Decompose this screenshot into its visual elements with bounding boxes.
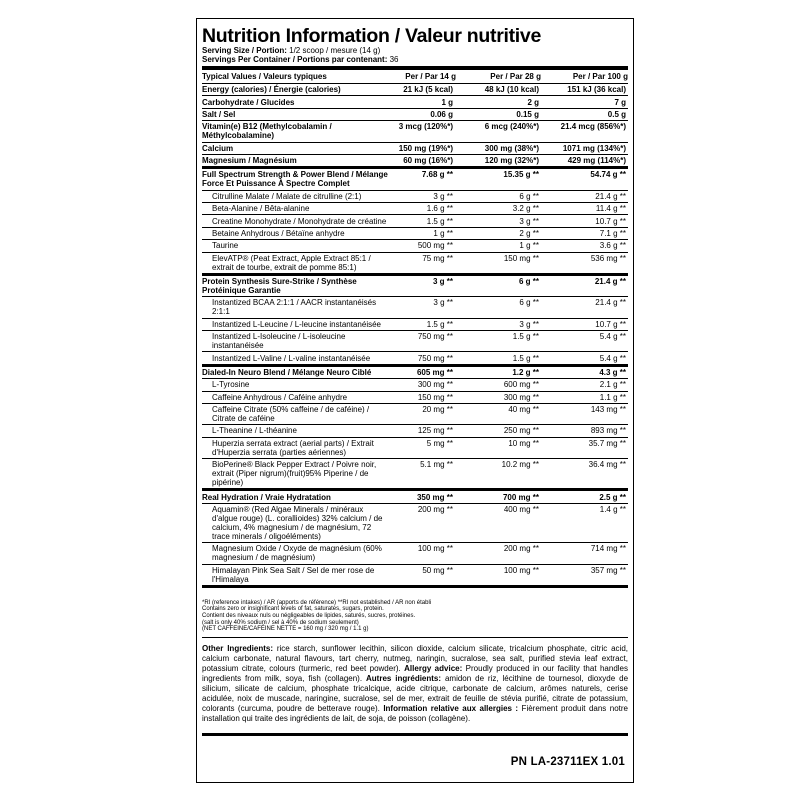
value-per-28g: 1 g ** [456, 240, 541, 252]
value-per-28g: 400 mg ** [456, 503, 541, 542]
blend-row [202, 274, 628, 296]
value-per-100g: 54.74 g ** [541, 168, 628, 190]
nutrient-name: Instantized L-Valine / L-valine instantanéisée [202, 352, 390, 365]
nutrient-row [202, 108, 628, 120]
value-per-28g: 6 g ** [456, 190, 541, 202]
nutrient-name: Real Hydration / Vraie Hydratation [202, 490, 390, 503]
nutrient-name: Full Spectrum Strength & Power Blend / Mélange Force Et Puissance À Spectre Complet [202, 168, 390, 190]
value-per-14g: 750 mg ** [390, 352, 456, 365]
value-per-100g: 5.4 g ** [541, 352, 628, 365]
blend-row [202, 365, 628, 378]
nutrient-name: Caffeine Anhydrous / Caféine anhydre [202, 391, 390, 403]
nutrient-name: L-Theanine / L-théanine [202, 425, 390, 437]
nutrient-name: Dialed-In Neuro Blend / Mélange Neuro Ciblé [202, 365, 390, 378]
value-per-100g: 11.4 g ** [541, 203, 628, 215]
nutrient-row [202, 154, 628, 167]
value-per-14g: 100 mg ** [390, 543, 456, 564]
footnote-line: (salt is only 40% sodium / sel à 40% de sodium seulement) [202, 619, 359, 626]
nutrient-name: Protein Synthesis Sure-Strike / Synthèse Protéinique Garantie [202, 274, 390, 296]
ingredient-row [202, 352, 628, 365]
footnote-line: *RI (reference intakes) / AR (apports de référence) **RI not established / AR non établi [202, 599, 432, 606]
value-per-14g: 1 g ** [390, 227, 456, 239]
nutrient-row [202, 142, 628, 154]
value-per-14g: 1 g [390, 96, 456, 108]
footnotes [202, 600, 628, 633]
value-per-28g: 3.2 g ** [456, 203, 541, 215]
header-per-100g: Per / Par 100 g [541, 70, 628, 84]
nutrient-name: Beta-Alanine / Bêta-alanine [202, 203, 390, 215]
value-per-28g: 100 mg ** [456, 564, 541, 586]
nutrient-name: Caffeine Citrate (50% caffeine / de caféine) / Citrate de caféine [202, 403, 390, 424]
ingredient-row [202, 190, 628, 202]
value-per-28g: 300 mg (38%*) [456, 142, 541, 154]
value-per-100g: 893 mg ** [541, 425, 628, 437]
value-per-100g: 536 mg ** [541, 252, 628, 274]
nutrient-name: L-Tyrosine [202, 379, 390, 391]
value-per-28g: 2 g ** [456, 227, 541, 239]
value-per-100g: 0.5 g [541, 108, 628, 120]
nutrition-table [202, 70, 628, 588]
value-per-28g: 2 g [456, 96, 541, 108]
value-per-14g: 300 mg ** [390, 379, 456, 391]
value-per-14g: 1.5 g ** [390, 215, 456, 227]
value-per-28g: 250 mg ** [456, 425, 541, 437]
ingredient-row [202, 227, 628, 239]
footnote-line: Contains zero or insignificant levels of fat, saturates, sugars, protein. [202, 606, 384, 613]
value-per-28g: 6 mcg (240%*) [456, 121, 541, 142]
value-per-14g: 3 g ** [390, 297, 456, 318]
value-per-14g: 750 mg ** [390, 331, 456, 352]
value-per-14g: 150 mg ** [390, 391, 456, 403]
value-per-100g: 2.1 g ** [541, 379, 628, 391]
ingredient-row [202, 459, 628, 490]
panel-title: Nutrition Information / Valeur nutritive [202, 25, 542, 47]
ingredient-row [202, 297, 628, 318]
ingredient-row [202, 240, 628, 252]
value-per-28g: 150 mg ** [456, 252, 541, 274]
value-per-100g: 7.1 g ** [541, 227, 628, 239]
ingredient-row [202, 564, 628, 586]
value-per-14g: 150 mg (19%*) [390, 142, 456, 154]
value-per-100g: 1.1 g ** [541, 391, 628, 403]
ingredient-row [202, 379, 628, 391]
value-per-14g: 1.5 g ** [390, 318, 456, 330]
ingredient-row [202, 331, 628, 352]
value-per-14g: 3 g ** [390, 274, 456, 296]
nutrient-name: Calcium [202, 142, 390, 154]
nutrient-name: Huperzia serrata extract (aerial parts) / Extrait d'Huperzia serrata (parties aériennes) [202, 437, 390, 458]
nutrient-name: Salt / Sel [202, 108, 390, 120]
nutrient-name: Energy (calories) / Énergie (calories) [202, 84, 390, 96]
nutrient-name: Vitamin(e) B12 (Methylcobalamin / Méthylcobalamine) [202, 121, 390, 142]
ingredient-row [202, 437, 628, 458]
value-per-14g: 7.68 g ** [390, 168, 456, 190]
ingredients-text: Other Ingredients: rice starch, sunflower lecithin, silicon dioxide, calcium silicate, tricalcium phosphate, citric acid, calcium carbonate, natural flavours, tart cherry, nutmeg, naringin, sucralose, sea salt, purified stevia leaf extract, potassium citrate, colours (turmeric, red beet powder). Allergy advice: Proudly produced in our facility that handles ingredients from milk, soya, fish (collagen). Autres ingrédients: amidon de riz, lécithine de tournesol, dioxyde de silicium, silicate de calcium, phosphate tricalcique, acide citrique, carbonate de calcium, arômes naturels, cerise acidulée, noix de muscade, naringine, sucralose, sel de mer, extrait de feuille de stévia purifié, citrate de potassium, colorants (curcuma, poudre de betterave rouge). Information relative aux allergies : Fièrement produit dans notre installation qui traite des ingrédients de lait, de soja, de poisson (collagène). [202, 643, 629, 723]
nutrient-name: Aquamin® (Red Algae Minerals / minéraux d'algue rouge) (L. corallioides) 32% calcium / de calcium, 4% magnesium / de magnésium, 72 trace minerals / oligoéléments) [202, 503, 390, 542]
blend-row [202, 490, 628, 503]
ingredient-row [202, 543, 628, 564]
value-per-28g: 6 g ** [456, 297, 541, 318]
value-per-14g: 50 mg ** [390, 564, 456, 586]
value-per-100g: 151 kJ (36 kcal) [541, 84, 628, 96]
ingredient-row [202, 425, 628, 437]
header-per-14g: Per / Par 14 g [390, 70, 456, 84]
ingredient-row [202, 503, 628, 542]
value-per-28g: 3 g ** [456, 318, 541, 330]
value-per-100g: 4.3 g ** [541, 365, 628, 378]
value-per-14g: 200 mg ** [390, 503, 456, 542]
nutrient-name: Magnesium / Magnésium [202, 154, 390, 167]
value-per-100g: 3.6 g ** [541, 240, 628, 252]
value-per-100g: 21.4 g ** [541, 190, 628, 202]
nutrient-name: Instantized L-Isoleucine / L-isoleucine instantanéisée [202, 331, 390, 352]
nutrient-name: Instantized L-Leucine / L-leucine instantanéisée [202, 318, 390, 330]
ingredient-row [202, 215, 628, 227]
part-number: PN LA-23711EX 1.01 [510, 756, 625, 768]
value-per-14g: 605 mg ** [390, 365, 456, 378]
value-per-14g: 3 g ** [390, 190, 456, 202]
value-per-14g: 3 mcg (120%*) [390, 121, 456, 142]
nutrient-row [202, 84, 628, 96]
nutrient-name: Himalayan Pink Sea Salt / Sel de mer rose de l'Himalaya [202, 564, 390, 586]
nutrient-row [202, 96, 628, 108]
nutrient-name: BioPerine® Black Pepper Extract / Poivre noir, extrait (Piper nigrum)(fruit)95% Piperine / de pipérine) [202, 459, 390, 490]
value-per-100g: 143 mg ** [541, 403, 628, 424]
nutrient-name: Betaine Anhydrous / Bétaïne anhydre [202, 227, 390, 239]
value-per-100g: 21.4 g ** [541, 297, 628, 318]
value-per-28g: 300 mg ** [456, 391, 541, 403]
value-per-28g: 48 kJ (10 kcal) [456, 84, 541, 96]
value-per-28g: 1.5 g ** [456, 352, 541, 365]
nutrition-panel [196, 18, 634, 783]
value-per-14g: 125 mg ** [390, 425, 456, 437]
value-per-14g: 21 kJ (5 kcal) [390, 84, 456, 96]
ingredient-row [202, 252, 628, 274]
serving-size: Serving Size / Portion: 1/2 scoop / mesure (14 g) [202, 46, 381, 55]
nutrient-name: Taurine [202, 240, 390, 252]
bottom-rule [202, 733, 628, 736]
value-per-100g: 357 mg ** [541, 564, 628, 586]
value-per-100g: 714 mg ** [541, 543, 628, 564]
footnote-line: Contient des niveaux nuls ou négligeables de lipides, saturés, sucres, protéines. [202, 613, 416, 620]
value-per-14g: 0.06 g [390, 108, 456, 120]
nutrient-name: Citrulline Malate / Malate de citrulline (2:1) [202, 190, 390, 202]
value-per-14g: 350 mg ** [390, 490, 456, 503]
table-header [202, 70, 628, 84]
nutrient-row [202, 121, 628, 142]
value-per-100g: 2.5 g ** [541, 490, 628, 503]
value-per-100g: 10.7 g ** [541, 318, 628, 330]
value-per-100g: 21.4 g ** [541, 274, 628, 296]
ingredient-row [202, 391, 628, 403]
value-per-100g: 36.4 mg ** [541, 459, 628, 490]
value-per-100g: 1071 mg (134%*) [541, 142, 628, 154]
value-per-14g: 5.1 mg ** [390, 459, 456, 490]
nutrient-name: Carbohydrate / Glucides [202, 96, 390, 108]
ingredient-row [202, 318, 628, 330]
nutrient-name: ElevATP® (Peat Extract, Apple Extract 85:1 / extrait de tourbe, extrait de pomme 85:1) [202, 252, 390, 274]
value-per-28g: 10 mg ** [456, 437, 541, 458]
value-per-100g: 7 g [541, 96, 628, 108]
value-per-100g: 1.4 g ** [541, 503, 628, 542]
header-typical-values: Typical Values / Valeurs typiques [202, 70, 390, 84]
value-per-28g: 1.5 g ** [456, 331, 541, 352]
ingredient-row [202, 403, 628, 424]
value-per-28g: 0.15 g [456, 108, 541, 120]
value-per-28g: 120 mg (32%*) [456, 154, 541, 167]
footnote-line: (NET CAFFEINE/CAFÉINE NETTE = 160 mg / 320 mg / 1.1 g) [202, 626, 369, 633]
value-per-28g: 3 g ** [456, 215, 541, 227]
value-per-14g: 500 mg ** [390, 240, 456, 252]
value-per-100g: 429 mg (114%*) [541, 154, 628, 167]
value-per-28g: 1.2 g ** [456, 365, 541, 378]
value-per-28g: 600 mg ** [456, 379, 541, 391]
nutrient-name: Creatine Monohydrate / Monohydrate de créatine [202, 215, 390, 227]
value-per-100g: 10.7 g ** [541, 215, 628, 227]
value-per-14g: 1.6 g ** [390, 203, 456, 215]
value-per-28g: 6 g ** [456, 274, 541, 296]
header-per-28g: Per / Par 28 g [456, 70, 541, 84]
value-per-100g: 35.7 mg ** [541, 437, 628, 458]
value-per-100g: 5.4 g ** [541, 331, 628, 352]
value-per-14g: 60 mg (16%*) [390, 154, 456, 167]
value-per-28g: 15.35 g ** [456, 168, 541, 190]
blend-row [202, 168, 628, 190]
ingredient-row [202, 203, 628, 215]
value-per-28g: 40 mg ** [456, 403, 541, 424]
value-per-14g: 20 mg ** [390, 403, 456, 424]
value-per-14g: 5 mg ** [390, 437, 456, 458]
footnote-rule [202, 637, 628, 638]
value-per-28g: 10.2 mg ** [456, 459, 541, 490]
value-per-28g: 700 mg ** [456, 490, 541, 503]
value-per-14g: 75 mg ** [390, 252, 456, 274]
nutrient-name: Magnesium Oxide / Oxyde de magnésium (60% magnesium / de magnésium) [202, 543, 390, 564]
servings-per-container: Servings Per Container / Portions par contenant: 36 [202, 55, 399, 64]
nutrient-name: Instantized BCAA 2:1:1 / AACR instantanéisés 2:1:1 [202, 297, 390, 318]
value-per-28g: 200 mg ** [456, 543, 541, 564]
value-per-100g: 21.4 mcg (856%*) [541, 121, 628, 142]
